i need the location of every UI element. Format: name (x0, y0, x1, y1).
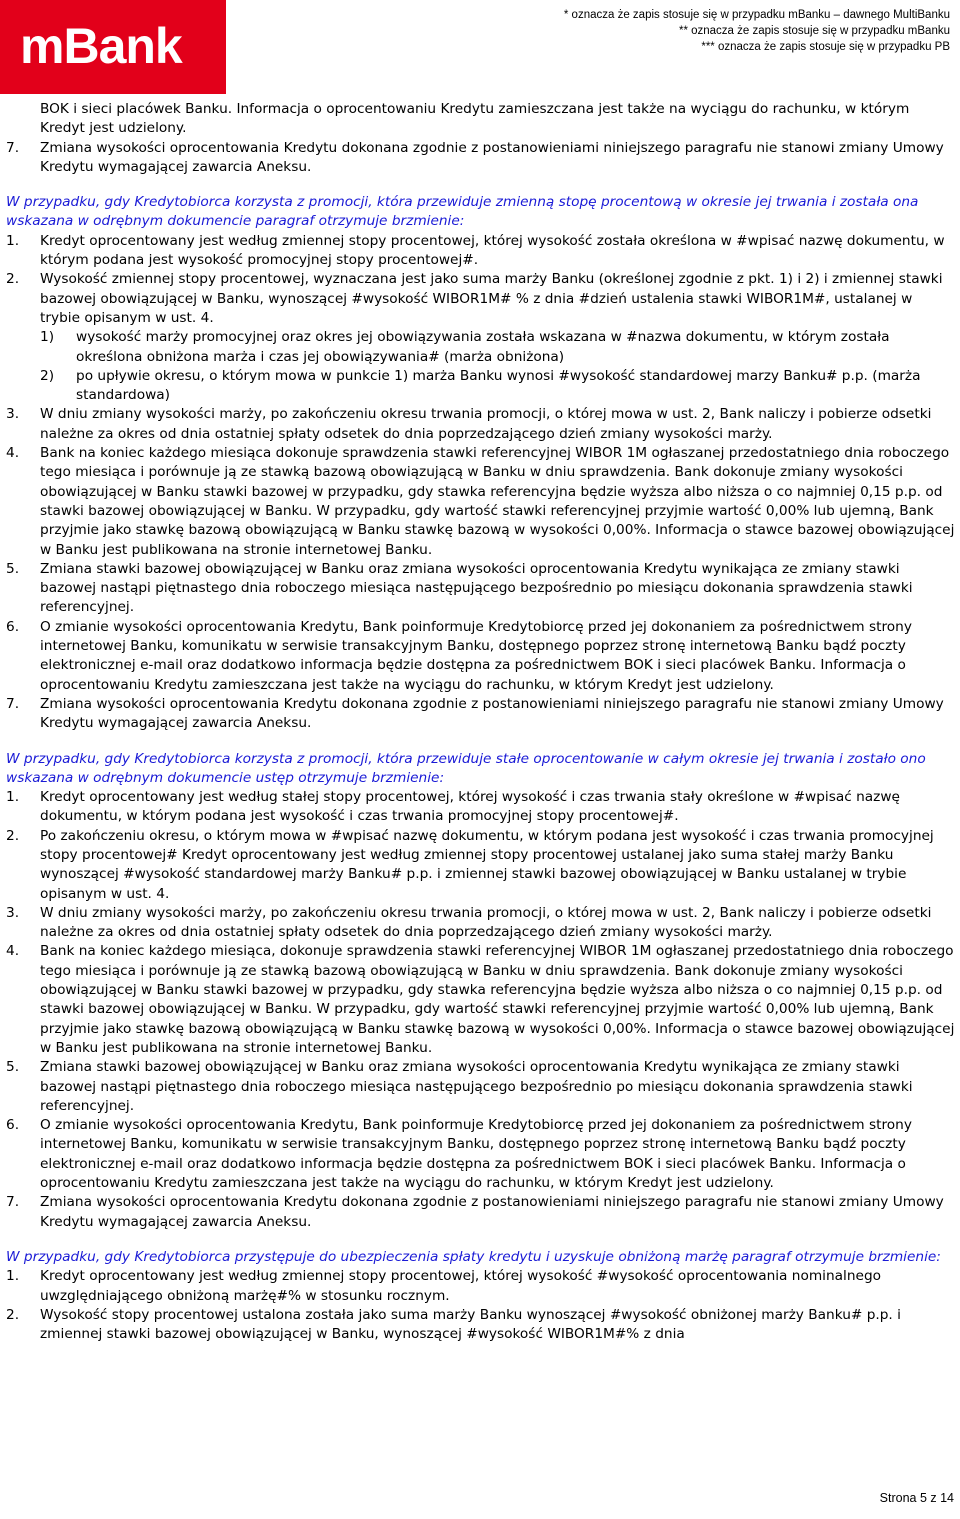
item-number: 2. (6, 827, 20, 844)
list-item (6, 1306, 956, 1345)
item-number: 6. (6, 618, 20, 635)
header-notes (564, 7, 950, 55)
item-text: Kredyt oprocentowany jest według stałej stopy procentowej, której wysokość i czas trwania stały określone w #wpisać nazwę dokumentu, w którym podana jest wysokość i czas trwania promocyjnej stopy procentowej#. (40, 789, 900, 825)
item-number: 1) (40, 329, 55, 346)
item-number: 4. (6, 943, 20, 960)
item-number: 7. (6, 695, 20, 712)
item-text: Zmiana stawki bazowej obowiązującej w Banku oraz zmiana wysokości oprocentowania Kredytu wynikająca ze zmiany stawki bazowej nastąpi piętnastego dnia roboczego miesiąca następującego bezpośrednio po miesiącu dokonania sprawdzenia stawki referencyjnej. (40, 1059, 913, 1114)
list-item (6, 232, 956, 271)
item-text: Bank na koniec każdego miesiąca, dokonuje sprawdzenia stawki referencyjnej WIBOR 1M ogłaszanej przedostatniego dnia roboczego tego miesiąca i porównuje ją ze stawką bazową obowiązującą w Banku w dniu sprawdzenia. Bank dokonuje zmiany wysokości obowiązującej w Banku stawki bazowej w przypadku, gdy stawka referencyjna będzie wyższa albo niższa o co najmniej 0,15 p.p. od stawki bazowej obowiązującej w Banku. W przypadku, gdy wartość stawki referencyjnej przyjmie wartość 0,00% lub ujemną, Bank przyjmie jako stawkę bazową obowiązującą w Banku stawkę bazową w wysokości 0,00%. Informacja o stawce bazowej obowiązującej w Banku jest publikowana na stronie internetowej Banku. (40, 943, 955, 1056)
mbank-logo (0, 0, 226, 94)
item-text: Zmiana wysokości oprocentowania Kredytu dokonana zgodnie z postanowieniami niniejszego paragrafu nie stanowi zmiany Umowy Kredytu wymagającej zawarcia Aneksu. (40, 1194, 944, 1230)
list-item (6, 560, 956, 618)
list-item (6, 1116, 956, 1193)
section-intro-variable-rate: W przypadku, gdy Kredytobiorca korzysta z promocji, która przewiduje zmienną stopę procentową w okresie jej trwania i została ona wskazana w odrębnym dokumencie paragraf otrzymuje brzmienie: (6, 194, 919, 230)
list-item (6, 827, 956, 904)
item-text: O zmianie wysokości oprocentowania Kredytu, Bank poinformuje Kredytobiorcę przed jej dokonaniem za pośrednictwem strony internetowej Banku, komunikatu w serwisie transakcyjnym Banku, dostępnego poprzez stronę internetową Banku bądź poczty elektronicznej e-mail oraz dodatkowo informacja będzie dostępna za pośrednictwem BOK i sieci placówek Banku. Informacja o oprocentowaniu Kredytu zamieszczana jest także na wyciągu do rachunku, w którym Kredyt jest udzielony. (40, 618, 912, 693)
item-number: 1. (6, 232, 20, 249)
item-text: po upływie okresu, o którym mowa w punkcie 1) marża Banku wynosi #wysokość standardowej marzy Banku# p.p. (marża standardowa) (76, 367, 921, 404)
item-text: wysokość marży promocyjnej oraz okres jej obowiązywania została wskazana w #nazwa dokumentu, w którym została określona obniżona marża i czas jej obowiązywania# (marża obniżona) (76, 329, 890, 365)
document-body (6, 100, 956, 1344)
item-number: 7. (6, 1194, 20, 1211)
item-number: 6. (6, 1117, 20, 1134)
item-number: 5. (6, 1059, 20, 1076)
list-item (6, 405, 956, 444)
item-text: Kredyt oprocentowany jest według zmiennej stopy procentowej, której wysokość została określona w #wpisać nazwę dokumentu, w którym podana jest wysokość promocyjnej stopy procentowej#. (40, 232, 945, 269)
logo-text: mBank (20, 18, 182, 74)
item-number: 3. (6, 904, 20, 921)
list-item (6, 139, 956, 178)
item-text: Zmiana wysokości oprocentowania Kredytu dokonana zgodnie z postanowieniami niniejszego paragrafu nie stanowi zmiany Umowy Kredytu wymagającej zawarcia Aneksu. (40, 695, 944, 732)
item-number: 1. (6, 1268, 20, 1285)
item-number: 7. (6, 139, 20, 156)
item-number: 2) (40, 367, 55, 384)
item-number: 3. (6, 406, 20, 423)
item-number: 2. (6, 271, 20, 288)
list-item (6, 444, 956, 560)
item-number: 4. (6, 445, 20, 462)
item-number: 5. (6, 560, 20, 577)
note-2: ** oznacza że zapis stosuje się w przypadku mBanku (678, 25, 950, 37)
item-text: Zmiana wysokości oprocentowania Kredytu dokonana zgodnie z postanowieniami niniejszego paragrafu nie stanowi zmiany Umowy Kredytu wymagającej zawarcia Aneksu. (40, 139, 944, 175)
list-item (6, 695, 956, 734)
item-text: W dniu zmiany wysokości marży, po zakończeniu okresu trwania promocji, o której mowa w ust. 2, Bank naliczy i pobierze odsetki należne za okres od dnia ostatniej spłaty odsetek do dnia poprzedzającego dzień zmiany wysokości marży. (40, 904, 932, 941)
item-text: Wysokość zmiennej stopy procentowej, wyznaczana jest jako suma marży Banku (określonej zgodnie z pkt. 1) i 2) i zmiennej stawki bazowej obowiązującej w Banku, wynoszącej #wysokość WIBOR1M# % z dnia #dzień ustalenia stawki WIBOR1M#, ustalanej w trybie opisanym w ust. 4. (40, 271, 943, 326)
item-number: 1. (6, 789, 20, 806)
section-intro-fixed-rate: W przypadku, gdy Kredytobiorca korzysta z promocji, która przewiduje stałe oprocentowanie w całym okresie jej trwania i zostało ono wskazana w odrębnym dokumencie ustęp otrzymuje brzmienie: (6, 750, 926, 786)
item-text: O zmianie wysokości oprocentowania Kredytu, Bank poinformuje Kredytobiorcę przed jej dokonaniem za pośrednictwem strony internetowej Banku, komunikatu w serwisie transakcyjnym Banku, dostępnego poprzez stronę internetową Banku bądź poczty elektronicznej e-mail oraz dodatkowo informacja będzie dostępna za pośrednictwem BOK i sieci placówek Banku. Informacja o oprocentowaniu Kredytu zamieszczana jest także na wyciągu do rachunku, w którym Kredyt jest udzielony. (40, 1117, 912, 1192)
list-item (6, 1058, 956, 1116)
note-3: *** oznacza że zapis stosuje się w przypadku PB (701, 41, 950, 53)
sub-item (6, 367, 956, 406)
list-item (6, 942, 956, 1058)
item-text: BOK i sieci placówek Banku. Informacja o oprocentowaniu Kredytu zamieszczana jest także na wyciągu do rachunku, w którym Kredyt jest udzielony. (40, 101, 910, 137)
page-number: Strona 5 z 14 (879, 1491, 954, 1505)
note-1: * oznacza że zapis stosuje się w przypadku mBanku – dawnego MultiBanku (563, 9, 950, 21)
item-text: Zmiana stawki bazowej obowiązującej w Banku oraz zmiana wysokości oprocentowania Kredytu wynikająca ze zmiany stawki bazowej nastąpi piętnastego dnia roboczego miesiąca następującego bezpośrednio po miesiącu dokonania sprawdzenia stawki referencyjnej. (40, 560, 913, 616)
section-intro-insurance: W przypadku, gdy Kredytobiorca przystępuje do ubezpieczenia spłaty kredytu i uzyskuje obniżoną marżę paragraf otrzymuje brzmienie: (6, 1248, 941, 1265)
item-text: Po zakończeniu okresu, o którym mowa w #wpisać nazwę dokumentu, w którym podana jest wysokość i czas trwania promocyjnej stopy procentowej# Kredyt oprocentowany jest według zmiennej stopy procentowej ustalanej jako suma stałej marży Banku wynoszącej #wysokość standardowej marży Banku# p.p. i zmiennej stawki bazowej obowiązującej w Banku ustalanej w trybie opisanym w ust. 4. (40, 827, 934, 902)
item-number: 2. (6, 1306, 20, 1323)
list-item (6, 270, 956, 328)
list-item (6, 100, 956, 139)
list-item (6, 788, 956, 827)
item-text: W dniu zmiany wysokości marży, po zakończeniu okresu trwania promocji, o której mowa w ust. 2, Bank naliczy i pobierze odsetki należne za okres od dnia ostatniej spłaty odsetek do dnia poprzedzającego dzień zmiany wysokości marży. (40, 406, 932, 442)
list-item (6, 618, 956, 695)
list-item (6, 1267, 956, 1306)
item-text: Wysokość stopy procentowej ustalona została jako suma marży Banku wynoszącej #wysokość obniżonej marży Banku# p.p. i zmiennej stawki bazowej obowiązującej w Banku, wynoszącej #wysokość WIBOR1M#% z dnia (40, 1306, 901, 1343)
item-text: Kredyt oprocentowany jest według zmiennej stopy procentowej, której wysokość #wysokość oprocentowania nominalnego uwzględniającego obniżoną marżę#% w stosunku rocznym. (40, 1268, 882, 1304)
sub-item (6, 328, 956, 367)
list-item (6, 904, 956, 943)
item-text: Bank na koniec każdego miesiąca dokonuje sprawdzenia stawki referencyjnej WIBOR 1M ogłaszanej przedostatniego dnia roboczego tego miesiąca i porównuje ją ze stawką bazową obowiązującą w Banku w dniu sprawdzenia. Bank dokonuje zmiany wysokości obowiązującej w Banku stawki bazowej w przypadku, gdy stawka referencyjna będzie wyższa albo niższa o co najmniej 0,15 p.p. od stawki bazowej obowiązującej w Banku. W przypadku, gdy wartość stawki referencyjnej przyjmie wartość 0,00% lub ujemną, Bank przyjmie jako stawkę bazową obowiązującą w Banku stawkę bazową w wysokości 0,00%. Informacja o stawce bazowej obowiązującej w Banku jest publikowana na stronie internetowej Banku. (40, 445, 955, 558)
list-item (6, 1193, 956, 1232)
